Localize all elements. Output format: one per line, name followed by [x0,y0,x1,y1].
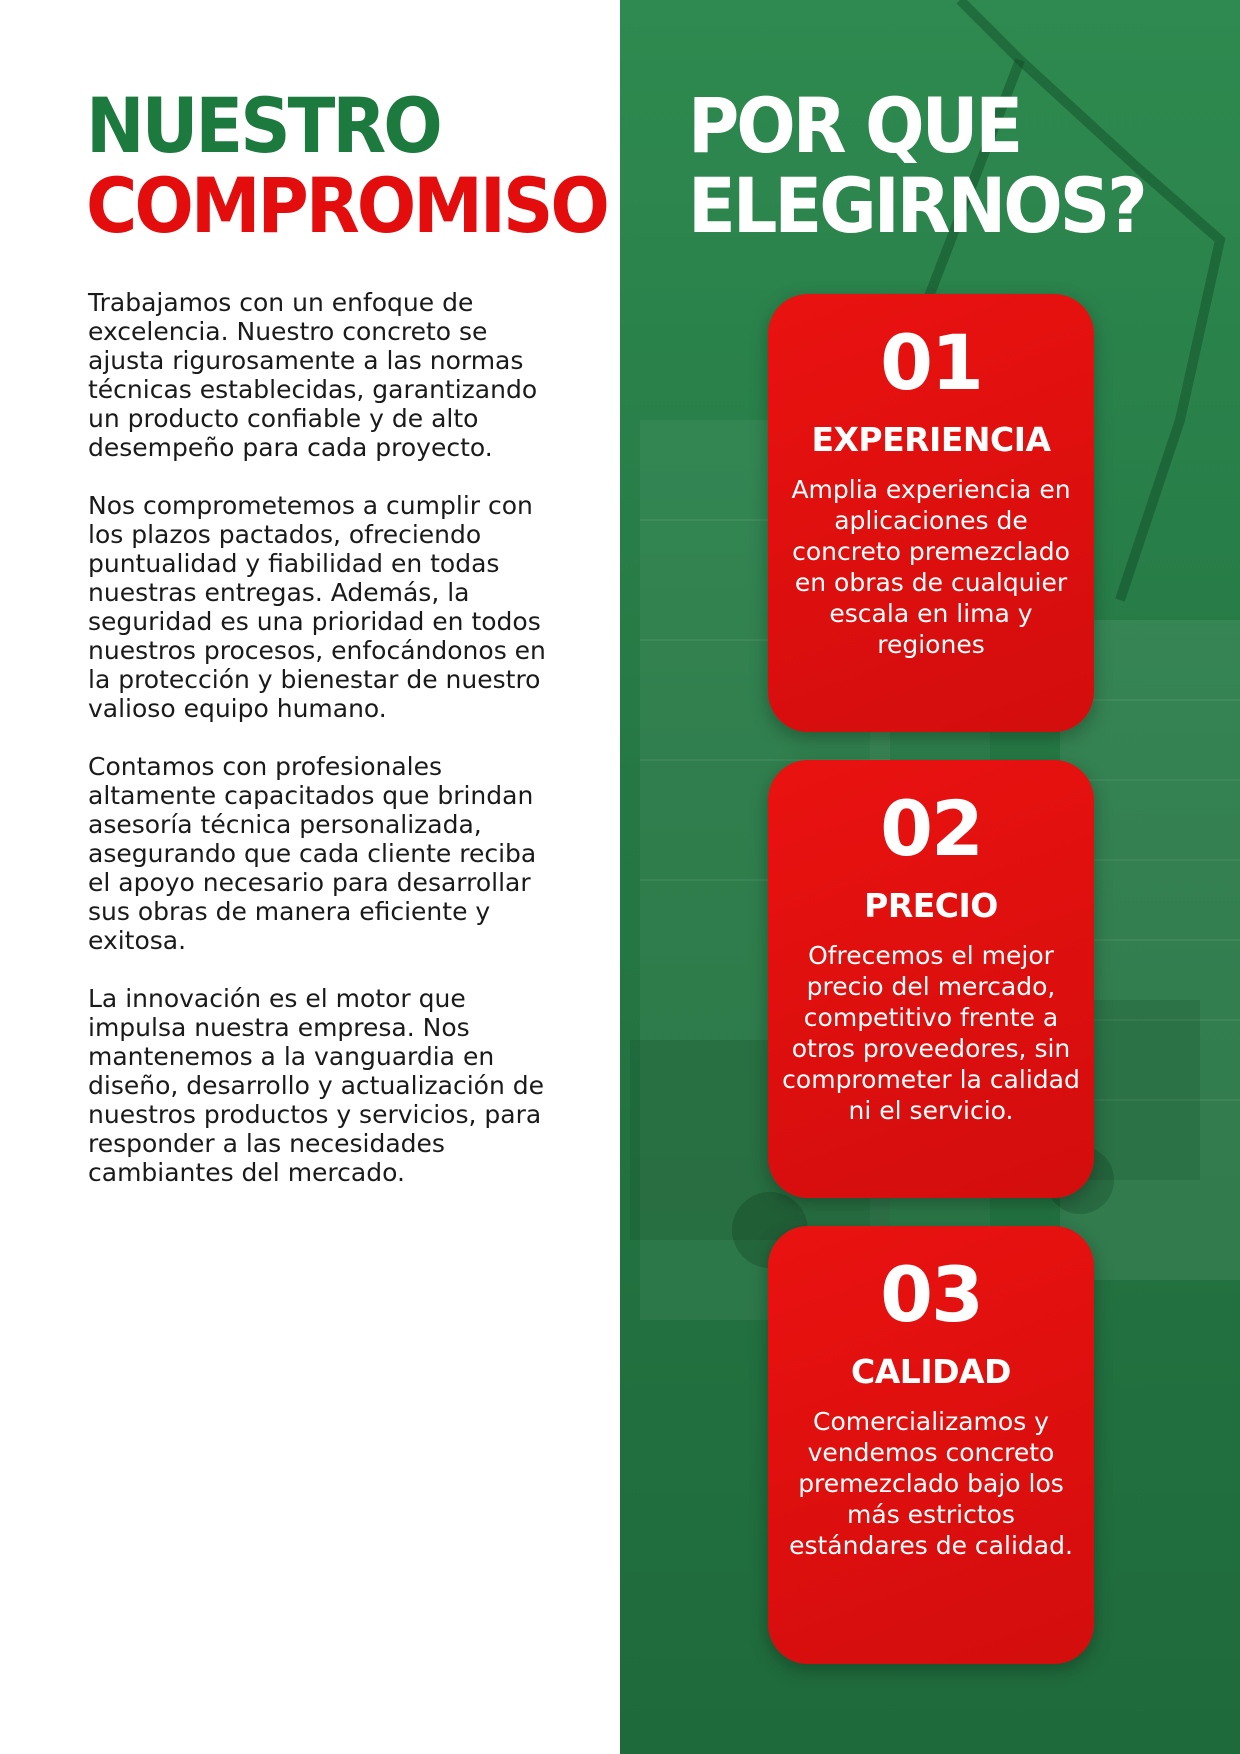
card-quality-number: 03 [880,1250,982,1339]
why-choose-us-title-line2: ELEGIRNOS? [688,161,1145,251]
commitment-title-line1: NUESTRO [86,81,440,171]
commitment-paragraph-deadlines: Nos comprometemos a cumplir con los plazos pactados, ofreciendo puntualidad y fiabilidad en todas nuestras entregas. Además, la seguridad es una prioridad en todos nuestros procesos, enfocándonos en la protección y bienestar de nuestro valioso equipo humano. [88,491,546,723]
commitment-title-line2: COMPROMISO [86,161,607,251]
card-price-title: PRECIO [864,886,998,925]
card-price [768,760,1094,1198]
commitment-paragraph-excellence: Trabajamos con un enfoque de excelencia. Nuestro concreto se ajusta rigurosamente a las normas técnicas establecidas, garantizando un producto confiable y de alto desempeño para cada proyecto. [88,288,538,462]
why-choose-us-title-line1: POR QUE [688,81,1021,171]
card-experience-number: 01 [880,318,982,407]
why-choose-us-section [620,0,1240,1754]
card-experience [768,294,1094,732]
card-experience-title: EXPERIENCIA [811,420,1051,459]
commitment-paragraph-professionals: Contamos con profesionales altamente capacitados que brindan asesoría técnica personalizada, asegurando que cada cliente reciba el apoyo necesario para desarrollar sus obras de manera eficiente y exitosa. [88,752,537,955]
card-quality-description: Comercializamos y vendemos concreto premezclado bajo los más estrictos estándares de calidad. [789,1407,1073,1560]
card-quality [768,1226,1094,1664]
card-quality-title: CALIDAD [851,1352,1011,1391]
card-price-description: Ofrecemos el mejor precio del mercado, competitivo frente a otros proveedores, sin comprometer la calidad ni el servicio. [782,941,1080,1125]
why-choose-us-title [688,81,1145,251]
commitment-title [86,81,607,251]
card-price-number: 02 [880,784,982,873]
commitment-body [88,288,548,1216]
card-experience-description: Amplia experiencia en aplicaciones de concreto premezclado en obras de cualquier escala en lima y regiones [791,475,1071,659]
commitment-paragraph-innovation: La innovación es el motor que impulsa nuestra empresa. Nos mantenemos a la vanguardia en diseño, desarrollo y actualización de nuestros productos y servicios, para responder a las necesidades cambiantes del mercado. [88,984,544,1187]
